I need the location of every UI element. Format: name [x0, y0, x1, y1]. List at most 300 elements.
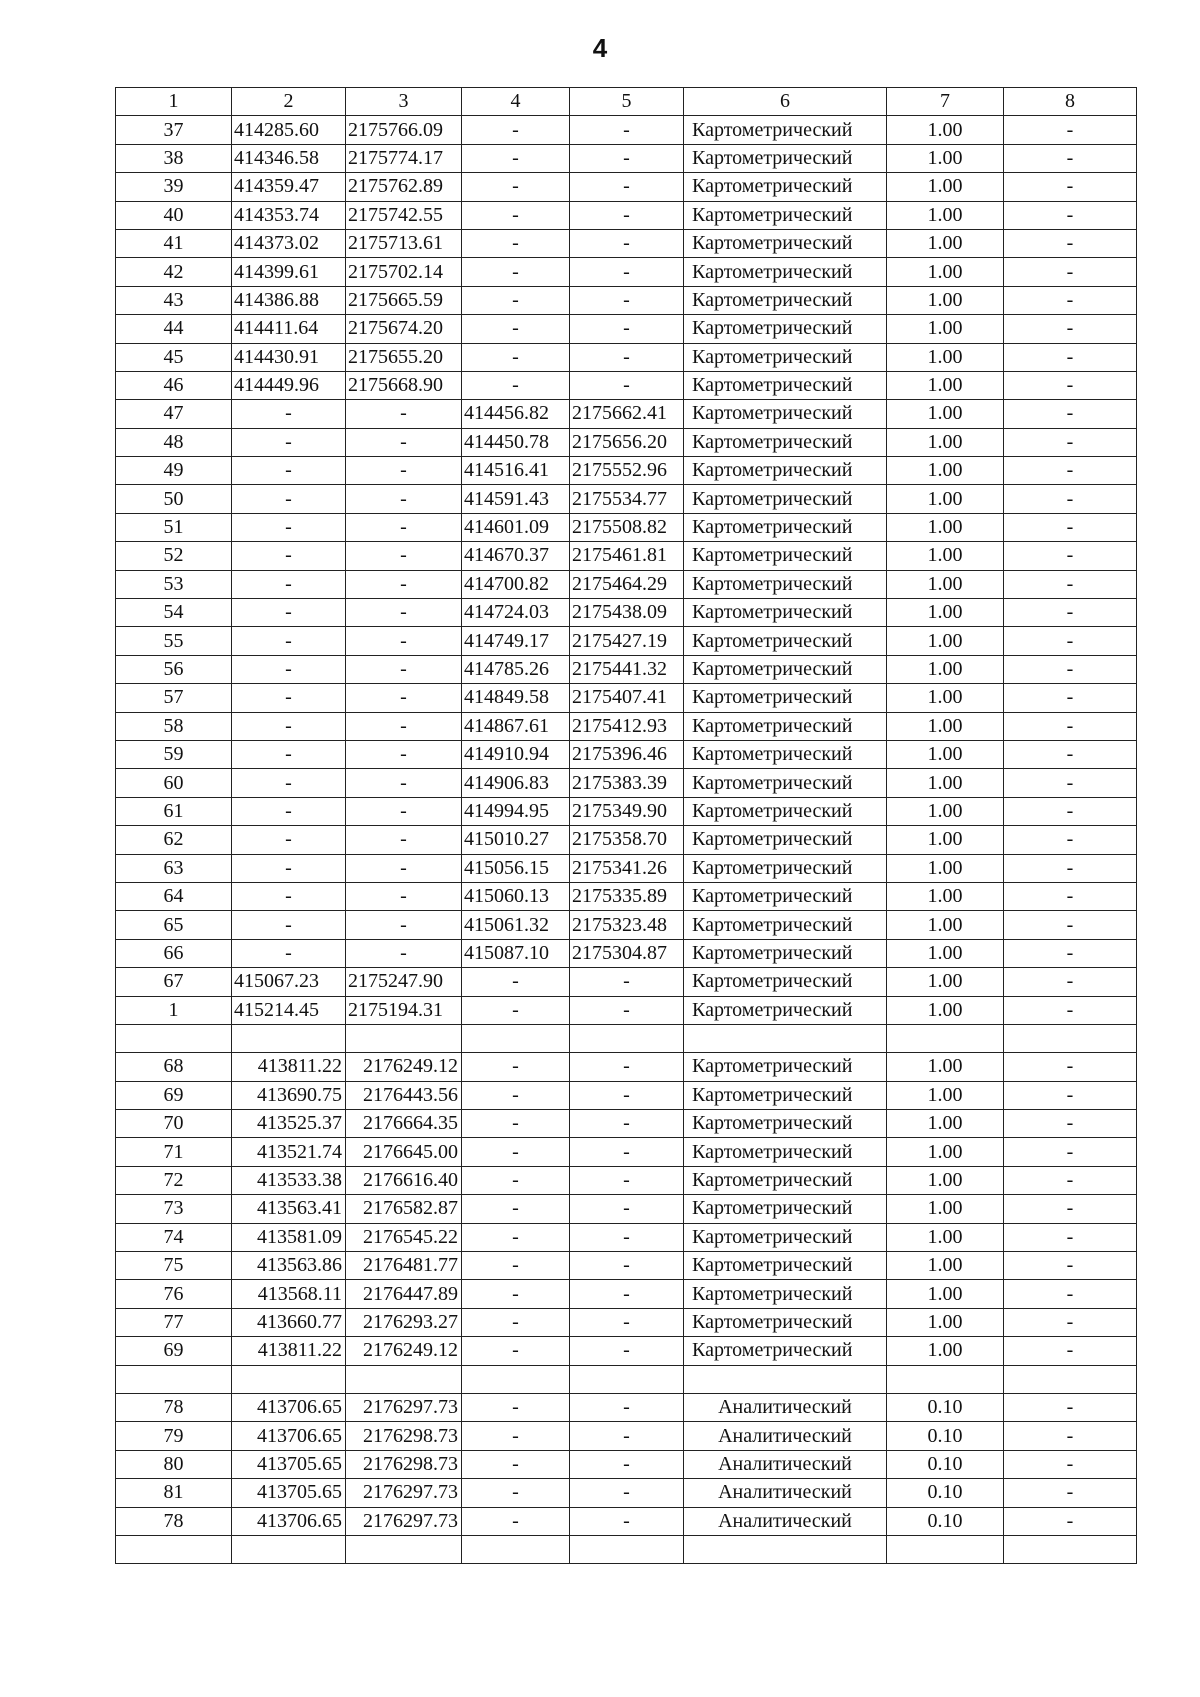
table-row — [116, 1535, 1137, 1563]
y-coordinate-alt-cell: 2175461.81 — [570, 542, 684, 570]
y-coordinate-alt-cell: - — [570, 1280, 684, 1308]
description-cell: - — [1004, 1166, 1137, 1194]
method-cell: Картометрический — [684, 201, 887, 229]
method-cell: Аналитический — [684, 1393, 887, 1421]
accuracy-cell: 1.00 — [887, 343, 1004, 371]
point-number-cell: 43 — [116, 286, 232, 314]
y-coordinate-cell: - — [346, 939, 462, 967]
table-row — [116, 258, 1137, 286]
description-cell: - — [1004, 343, 1137, 371]
method-cell: Аналитический — [684, 1450, 887, 1478]
x-coordinate-cell: 414399.61 — [232, 258, 346, 286]
point-number-cell — [116, 1365, 232, 1393]
description-cell: - — [1004, 627, 1137, 655]
y-coordinate-alt-cell: 2175427.19 — [570, 627, 684, 655]
description-cell: - — [1004, 882, 1137, 910]
table-row — [116, 854, 1137, 882]
x-coordinate-alt-cell — [462, 1024, 570, 1052]
y-coordinate-cell: 2175655.20 — [346, 343, 462, 371]
description-cell: - — [1004, 939, 1137, 967]
method-cell: Картометрический — [684, 570, 887, 598]
method-cell: Аналитический — [684, 1479, 887, 1507]
method-cell — [684, 1535, 887, 1563]
table-row — [116, 1053, 1137, 1081]
point-number-cell: 48 — [116, 428, 232, 456]
description-cell: - — [1004, 712, 1137, 740]
description-cell: - — [1004, 144, 1137, 172]
y-coordinate-alt-cell: - — [570, 1479, 684, 1507]
table-row — [116, 144, 1137, 172]
x-coordinate-cell: 414449.96 — [232, 371, 346, 399]
table-row — [116, 1337, 1137, 1365]
y-coordinate-alt-cell: 2175508.82 — [570, 513, 684, 541]
y-coordinate-cell: 2176293.27 — [346, 1308, 462, 1336]
y-coordinate-cell: - — [346, 542, 462, 570]
accuracy-cell — [887, 1535, 1004, 1563]
y-coordinate-cell: - — [346, 826, 462, 854]
description-cell: - — [1004, 1507, 1137, 1535]
x-coordinate-alt-cell: - — [462, 315, 570, 343]
x-coordinate-cell: 414285.60 — [232, 116, 346, 144]
point-number-cell: 69 — [116, 1081, 232, 1109]
description-cell: - — [1004, 968, 1137, 996]
y-coordinate-cell — [346, 1365, 462, 1393]
x-coordinate-alt-cell: 414906.83 — [462, 769, 570, 797]
accuracy-cell: 1.00 — [887, 939, 1004, 967]
accuracy-cell: 1.00 — [887, 1138, 1004, 1166]
y-coordinate-cell: 2175247.90 — [346, 968, 462, 996]
accuracy-cell: 1.00 — [887, 712, 1004, 740]
table-row — [116, 1252, 1137, 1280]
x-coordinate-cell: 413525.37 — [232, 1110, 346, 1138]
description-cell: - — [1004, 1280, 1137, 1308]
method-cell: Картометрический — [684, 542, 887, 570]
description-cell: - — [1004, 173, 1137, 201]
description-cell: - — [1004, 457, 1137, 485]
table-row — [116, 1280, 1137, 1308]
accuracy-cell: 1.00 — [887, 1337, 1004, 1365]
description-cell: - — [1004, 1422, 1137, 1450]
table-row — [116, 1393, 1137, 1421]
x-coordinate-alt-cell: 414724.03 — [462, 599, 570, 627]
accuracy-cell: 1.00 — [887, 968, 1004, 996]
description-cell: - — [1004, 570, 1137, 598]
y-coordinate-alt-cell: 2175349.90 — [570, 797, 684, 825]
accuracy-cell: 1.00 — [887, 1280, 1004, 1308]
table-row — [116, 1166, 1137, 1194]
method-cell: Картометрический — [684, 826, 887, 854]
description-cell: - — [1004, 1138, 1137, 1166]
method-cell: Картометрический — [684, 315, 887, 343]
description-cell: - — [1004, 1337, 1137, 1365]
method-cell: Картометрический — [684, 1223, 887, 1251]
table-row — [116, 684, 1137, 712]
description-cell: - — [1004, 740, 1137, 768]
x-coordinate-cell: 414346.58 — [232, 144, 346, 172]
y-coordinate-alt-cell: 2175358.70 — [570, 826, 684, 854]
method-cell: Картометрический — [684, 911, 887, 939]
y-coordinate-alt-cell: 2175534.77 — [570, 485, 684, 513]
y-coordinate-alt-cell: 2175656.20 — [570, 428, 684, 456]
x-coordinate-alt-cell: - — [462, 144, 570, 172]
x-coordinate-cell — [232, 1024, 346, 1052]
method-cell: Картометрический — [684, 769, 887, 797]
accuracy-cell: 1.00 — [887, 1195, 1004, 1223]
accuracy-cell: 1.00 — [887, 797, 1004, 825]
x-coordinate-alt-cell: - — [462, 343, 570, 371]
x-coordinate-alt-cell: 414785.26 — [462, 655, 570, 683]
description-cell: - — [1004, 854, 1137, 882]
accuracy-cell: 1.00 — [887, 116, 1004, 144]
y-coordinate-cell: 2176297.73 — [346, 1479, 462, 1507]
x-coordinate-cell — [232, 1365, 346, 1393]
x-coordinate-alt-cell: - — [462, 201, 570, 229]
y-coordinate-alt-cell: - — [570, 1195, 684, 1223]
point-number-cell: 42 — [116, 258, 232, 286]
method-cell: Картометрический — [684, 286, 887, 314]
x-coordinate-alt-cell: 414867.61 — [462, 712, 570, 740]
point-number-cell: 41 — [116, 229, 232, 257]
column-header: 1 — [116, 88, 232, 116]
point-number-cell: 62 — [116, 826, 232, 854]
point-number-cell: 64 — [116, 882, 232, 910]
y-coordinate-alt-cell: - — [570, 1223, 684, 1251]
point-number-cell: 60 — [116, 769, 232, 797]
y-coordinate-alt-cell: - — [570, 116, 684, 144]
accuracy-cell: 1.00 — [887, 513, 1004, 541]
table-row — [116, 1479, 1137, 1507]
table-row — [116, 229, 1137, 257]
x-coordinate-alt-cell: - — [462, 996, 570, 1024]
description-cell: - — [1004, 1110, 1137, 1138]
method-cell: Картометрический — [684, 712, 887, 740]
method-cell: Картометрический — [684, 797, 887, 825]
method-cell: Картометрический — [684, 599, 887, 627]
y-coordinate-alt-cell: - — [570, 1053, 684, 1081]
table-row — [116, 428, 1137, 456]
x-coordinate-cell: - — [232, 542, 346, 570]
description-cell: - — [1004, 1450, 1137, 1478]
point-number-cell: 45 — [116, 343, 232, 371]
x-coordinate-cell: 413563.41 — [232, 1195, 346, 1223]
description-cell: - — [1004, 1195, 1137, 1223]
column-header: 7 — [887, 88, 1004, 116]
y-coordinate-alt-cell: 2175552.96 — [570, 457, 684, 485]
point-number-cell: 77 — [116, 1308, 232, 1336]
method-cell: Картометрический — [684, 1308, 887, 1336]
method-cell: Аналитический — [684, 1507, 887, 1535]
table-row — [116, 570, 1137, 598]
y-coordinate-cell: 2175762.89 — [346, 173, 462, 201]
accuracy-cell: 1.00 — [887, 740, 1004, 768]
description-cell: - — [1004, 826, 1137, 854]
x-coordinate-cell: 414411.64 — [232, 315, 346, 343]
point-number-cell: 49 — [116, 457, 232, 485]
y-coordinate-cell — [346, 1535, 462, 1563]
x-coordinate-alt-cell: - — [462, 371, 570, 399]
y-coordinate-alt-cell: - — [570, 258, 684, 286]
table-row — [116, 911, 1137, 939]
table-row — [116, 740, 1137, 768]
x-coordinate-alt-cell: 414591.43 — [462, 485, 570, 513]
y-coordinate-cell: - — [346, 854, 462, 882]
y-coordinate-alt-cell: - — [570, 1252, 684, 1280]
table-row — [116, 797, 1137, 825]
point-number-cell: 78 — [116, 1393, 232, 1421]
y-coordinate-alt-cell: - — [570, 1110, 684, 1138]
table-row — [116, 201, 1137, 229]
y-coordinate-alt-cell — [570, 1535, 684, 1563]
accuracy-cell: 1.00 — [887, 570, 1004, 598]
method-cell: Картометрический — [684, 1252, 887, 1280]
accuracy-cell: 1.00 — [887, 542, 1004, 570]
y-coordinate-cell: 2175702.14 — [346, 258, 462, 286]
x-coordinate-alt-cell: - — [462, 1479, 570, 1507]
accuracy-cell: 1.00 — [887, 1166, 1004, 1194]
y-coordinate-cell: 2176249.12 — [346, 1337, 462, 1365]
method-cell: Картометрический — [684, 1166, 887, 1194]
point-number-cell: 81 — [116, 1479, 232, 1507]
table-row — [116, 996, 1137, 1024]
x-coordinate-alt-cell: 415056.15 — [462, 854, 570, 882]
description-cell: - — [1004, 258, 1137, 286]
method-cell — [684, 1024, 887, 1052]
x-coordinate-alt-cell: - — [462, 1252, 570, 1280]
x-coordinate-cell: 413581.09 — [232, 1223, 346, 1251]
method-cell: Картометрический — [684, 740, 887, 768]
x-coordinate-alt-cell: - — [462, 286, 570, 314]
x-coordinate-alt-cell: 414516.41 — [462, 457, 570, 485]
accuracy-cell: 0.10 — [887, 1422, 1004, 1450]
accuracy-cell: 1.00 — [887, 627, 1004, 655]
method-cell: Картометрический — [684, 229, 887, 257]
accuracy-cell: 1.00 — [887, 1308, 1004, 1336]
point-number-cell: 46 — [116, 371, 232, 399]
y-coordinate-cell: 2175674.20 — [346, 315, 462, 343]
x-coordinate-alt-cell: - — [462, 1422, 570, 1450]
y-coordinate-cell: - — [346, 769, 462, 797]
y-coordinate-cell: - — [346, 457, 462, 485]
point-number-cell: 67 — [116, 968, 232, 996]
column-header: 6 — [684, 88, 887, 116]
y-coordinate-alt-cell: - — [570, 371, 684, 399]
accuracy-cell: 1.00 — [887, 485, 1004, 513]
table-row — [116, 457, 1137, 485]
point-number-cell: 37 — [116, 116, 232, 144]
point-number-cell: 61 — [116, 797, 232, 825]
table-row — [116, 1110, 1137, 1138]
method-cell: Картометрический — [684, 343, 887, 371]
x-coordinate-alt-cell: - — [462, 968, 570, 996]
x-coordinate-cell: 413706.65 — [232, 1507, 346, 1535]
x-coordinate-cell: - — [232, 939, 346, 967]
y-coordinate-alt-cell: - — [570, 996, 684, 1024]
y-coordinate-cell: 2175668.90 — [346, 371, 462, 399]
y-coordinate-alt-cell: - — [570, 1422, 684, 1450]
x-coordinate-cell: 415214.45 — [232, 996, 346, 1024]
y-coordinate-cell: 2176582.87 — [346, 1195, 462, 1223]
y-coordinate-alt-cell: - — [570, 315, 684, 343]
method-cell: Картометрический — [684, 258, 887, 286]
method-cell: Картометрический — [684, 939, 887, 967]
accuracy-cell: 1.00 — [887, 655, 1004, 683]
x-coordinate-alt-cell: - — [462, 1223, 570, 1251]
y-coordinate-cell — [346, 1024, 462, 1052]
x-coordinate-alt-cell: - — [462, 1081, 570, 1109]
method-cell: Картометрический — [684, 173, 887, 201]
description-cell: - — [1004, 485, 1137, 513]
table-header-row — [116, 88, 1137, 116]
point-number-cell: 59 — [116, 740, 232, 768]
method-cell: Картометрический — [684, 968, 887, 996]
point-number-cell: 71 — [116, 1138, 232, 1166]
point-number-cell: 65 — [116, 911, 232, 939]
y-coordinate-cell: 2176481.77 — [346, 1252, 462, 1280]
x-coordinate-cell: 413811.22 — [232, 1337, 346, 1365]
x-coordinate-cell: - — [232, 428, 346, 456]
method-cell: Картометрический — [684, 485, 887, 513]
description-cell: - — [1004, 769, 1137, 797]
accuracy-cell: 1.00 — [887, 599, 1004, 627]
y-coordinate-cell: - — [346, 797, 462, 825]
y-coordinate-alt-cell: - — [570, 1081, 684, 1109]
accuracy-cell: 1.00 — [887, 1110, 1004, 1138]
point-number-cell: 75 — [116, 1252, 232, 1280]
x-coordinate-alt-cell: - — [462, 1507, 570, 1535]
description-cell: - — [1004, 116, 1137, 144]
x-coordinate-alt-cell: 415061.32 — [462, 911, 570, 939]
accuracy-cell: 1.00 — [887, 258, 1004, 286]
y-coordinate-cell: - — [346, 599, 462, 627]
point-number-cell: 78 — [116, 1507, 232, 1535]
y-coordinate-alt-cell: 2175341.26 — [570, 854, 684, 882]
table-row — [116, 371, 1137, 399]
point-number-cell: 74 — [116, 1223, 232, 1251]
x-coordinate-alt-cell: 414700.82 — [462, 570, 570, 598]
x-coordinate-cell: 413706.65 — [232, 1422, 346, 1450]
accuracy-cell: 1.00 — [887, 1252, 1004, 1280]
y-coordinate-cell: - — [346, 684, 462, 712]
description-cell: - — [1004, 1479, 1137, 1507]
point-number-cell: 38 — [116, 144, 232, 172]
accuracy-cell: 0.10 — [887, 1479, 1004, 1507]
method-cell: Картометрический — [684, 1195, 887, 1223]
y-coordinate-alt-cell: - — [570, 1507, 684, 1535]
x-coordinate-cell: - — [232, 797, 346, 825]
x-coordinate-cell: - — [232, 854, 346, 882]
x-coordinate-alt-cell: - — [462, 173, 570, 201]
point-number-cell — [116, 1024, 232, 1052]
x-coordinate-alt-cell: - — [462, 1450, 570, 1478]
description-cell: - — [1004, 201, 1137, 229]
x-coordinate-cell: 413533.38 — [232, 1166, 346, 1194]
y-coordinate-alt-cell: 2175412.93 — [570, 712, 684, 740]
description-cell: - — [1004, 513, 1137, 541]
x-coordinate-cell: - — [232, 627, 346, 655]
method-cell: Картометрический — [684, 1110, 887, 1138]
page-number: 4 — [592, 33, 608, 63]
y-coordinate-cell: - — [346, 882, 462, 910]
x-coordinate-alt-cell: - — [462, 1308, 570, 1336]
method-cell: Картометрический — [684, 684, 887, 712]
x-coordinate-cell: - — [232, 911, 346, 939]
x-coordinate-cell: 414373.02 — [232, 229, 346, 257]
x-coordinate-alt-cell: - — [462, 116, 570, 144]
y-coordinate-cell: 2175194.31 — [346, 996, 462, 1024]
column-header: 8 — [1004, 88, 1137, 116]
x-coordinate-cell: 413568.11 — [232, 1280, 346, 1308]
x-coordinate-cell: - — [232, 826, 346, 854]
accuracy-cell: 1.00 — [887, 1053, 1004, 1081]
method-cell: Картометрический — [684, 996, 887, 1024]
y-coordinate-alt-cell: - — [570, 1138, 684, 1166]
method-cell: Картометрический — [684, 627, 887, 655]
table-row — [116, 1450, 1137, 1478]
y-coordinate-cell: 2176443.56 — [346, 1081, 462, 1109]
description-cell: - — [1004, 797, 1137, 825]
point-number-cell: 52 — [116, 542, 232, 570]
y-coordinate-cell: - — [346, 911, 462, 939]
y-coordinate-alt-cell: 2175662.41 — [570, 400, 684, 428]
description-cell: - — [1004, 1053, 1137, 1081]
table-row — [116, 286, 1137, 314]
y-coordinate-cell: 2176447.89 — [346, 1280, 462, 1308]
accuracy-cell: 1.00 — [887, 996, 1004, 1024]
y-coordinate-alt-cell: - — [570, 1166, 684, 1194]
point-number-cell: 68 — [116, 1053, 232, 1081]
point-number-cell: 58 — [116, 712, 232, 740]
description-cell: - — [1004, 371, 1137, 399]
x-coordinate-cell: - — [232, 655, 346, 683]
point-number-cell: 51 — [116, 513, 232, 541]
table-row — [116, 513, 1137, 541]
description-cell: - — [1004, 1252, 1137, 1280]
y-coordinate-cell: 2176545.22 — [346, 1223, 462, 1251]
x-coordinate-alt-cell: - — [462, 1280, 570, 1308]
column-header: 5 — [570, 88, 684, 116]
table-row — [116, 173, 1137, 201]
y-coordinate-alt-cell: 2175383.39 — [570, 769, 684, 797]
method-cell: Картометрический — [684, 428, 887, 456]
description-cell: - — [1004, 655, 1137, 683]
point-number-cell: 57 — [116, 684, 232, 712]
method-cell: Аналитический — [684, 1422, 887, 1450]
description-cell: - — [1004, 1223, 1137, 1251]
table-row — [116, 1024, 1137, 1052]
method-cell: Картометрический — [684, 1337, 887, 1365]
accuracy-cell: 1.00 — [887, 371, 1004, 399]
table-row — [116, 599, 1137, 627]
column-header: 2 — [232, 88, 346, 116]
y-coordinate-cell: - — [346, 712, 462, 740]
x-coordinate-alt-cell: 414910.94 — [462, 740, 570, 768]
accuracy-cell: 1.00 — [887, 400, 1004, 428]
point-number-cell: 69 — [116, 1337, 232, 1365]
x-coordinate-alt-cell: - — [462, 1110, 570, 1138]
y-coordinate-alt-cell: 2175407.41 — [570, 684, 684, 712]
y-coordinate-cell: 2176664.35 — [346, 1110, 462, 1138]
accuracy-cell: 1.00 — [887, 684, 1004, 712]
method-cell: Картометрический — [684, 513, 887, 541]
x-coordinate-cell: 413521.74 — [232, 1138, 346, 1166]
x-coordinate-cell: 413706.65 — [232, 1393, 346, 1421]
table-row — [116, 315, 1137, 343]
description-cell: - — [1004, 229, 1137, 257]
description-cell: - — [1004, 428, 1137, 456]
x-coordinate-alt-cell: - — [462, 258, 570, 286]
x-coordinate-cell: 413811.22 — [232, 1053, 346, 1081]
y-coordinate-alt-cell: 2175438.09 — [570, 599, 684, 627]
